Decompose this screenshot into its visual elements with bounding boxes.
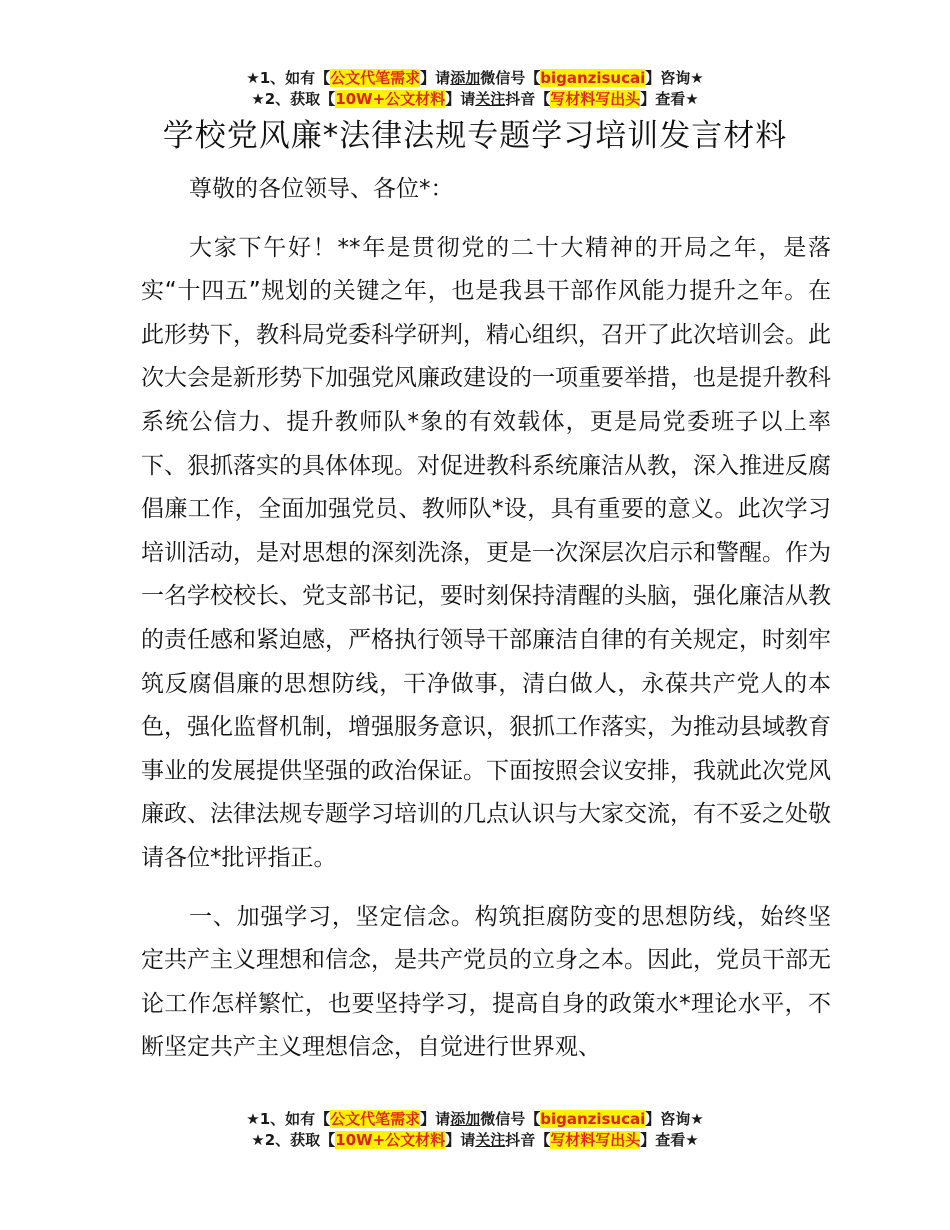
banner-text: 】咨询★	[645, 1110, 704, 1128]
header-banner	[0, 68, 950, 110]
footer-banner-line-1	[0, 1109, 950, 1130]
banner-text: ★2、获取【	[251, 90, 336, 108]
banner-text: ★2、获取【	[251, 1131, 336, 1149]
footer-banner-line-2	[0, 1130, 950, 1151]
footer-banner	[0, 1109, 950, 1151]
header-banner-line-1	[0, 68, 950, 89]
banner-text: 】请	[445, 1131, 476, 1149]
banner-text: 抖音【	[505, 90, 551, 108]
banner-highlight: 10W+公文材料	[335, 90, 446, 108]
banner-highlight: 10W+公文材料	[335, 1131, 446, 1149]
banner-text: 】咨询★	[645, 69, 704, 87]
banner-text: ★1、如有【	[246, 1110, 331, 1128]
banner-text: 】请	[445, 90, 476, 108]
paragraph-section-1: 一、加强学习，坚定信念。构筑拒腐防变的思想防线，始终坚定共产主义理想和信念，是共产党员的立身之本。因此，党员干部无论工作怎样繁忙，也要坚持学习，提高自身的政策水*理论水平，不断坚定共产主义理想信念，自觉进行世界观、	[141, 903, 831, 1061]
document-body	[141, 168, 831, 1070]
banner-text: 】查看★	[640, 90, 699, 108]
banner-wechat-id: biganzisucai	[540, 1110, 646, 1128]
banner-text: ★1、如有【	[246, 69, 331, 87]
banner-emphasis: 关注	[475, 90, 506, 108]
banner-text: 】请	[420, 69, 451, 87]
banner-douyin-account: 写材料写出头	[550, 90, 641, 108]
banner-text: 】请	[420, 1110, 451, 1128]
banner-douyin-account: 写材料写出头	[550, 1131, 641, 1149]
header-banner-line-2	[0, 89, 950, 110]
salutation: 尊敬的各位领导、各位*：	[189, 176, 454, 202]
banner-emphasis: 添加	[450, 1110, 481, 1128]
banner-highlight: 公文代笔需求	[330, 1110, 421, 1128]
banner-text: 微信号【	[480, 69, 541, 87]
banner-text: 微信号【	[480, 1110, 541, 1128]
banner-emphasis: 添加	[450, 69, 481, 87]
banner-wechat-id: biganzisucai	[540, 69, 646, 87]
paragraph-opening: 大家下午好！**年是贯彻党的二十大精神的开局之年，是落实“十四五”规划的关键之年，也是我县干部作风能力提升之年。在此形势下，教科局党委科学研判，精心组织，召开了此次培训会。此次大会是新形势下加强党风廉政建设的一项重要举措，也是提升教科系统公信力、提升教师队*象的有效载体，更是局党委班子以上率下、狠抓落实的具体体现。对促进教科系统廉洁从教，深入推进反腐倡廉工作，全面加强党员、教师队*设，具有重要的意义。此次学习培训活动，是对思想的深刻洗涤，更是一次深层次启示和警醒。作为一名学校校长、党支部书记，要时刻保持清醒的头脑，强化廉洁从教的责任感和紧迫感，严格执行领导干部廉洁自律的有关规定，时刻牢筑反腐倡廉的思想防线，干净做事，清白做人，永葆共产党人的本色，强化监督机制，增强服务意识，狠抓工作落实，为推动县域教育事业的发展提供坚强的政治保证。下面按照会议安排，我就此次党风廉政、法律法规专题学习培训的几点认识与大家交流，有不妥之处敬请各位*批评指正。	[141, 234, 831, 871]
banner-text: 】查看★	[640, 1131, 699, 1149]
banner-text: 抖音【	[505, 1131, 551, 1149]
banner-highlight: 公文代笔需求	[330, 69, 421, 87]
document-title: 学校党风廉*法律法规专题学习培训发言材料	[162, 118, 788, 154]
banner-emphasis: 关注	[475, 1131, 506, 1149]
